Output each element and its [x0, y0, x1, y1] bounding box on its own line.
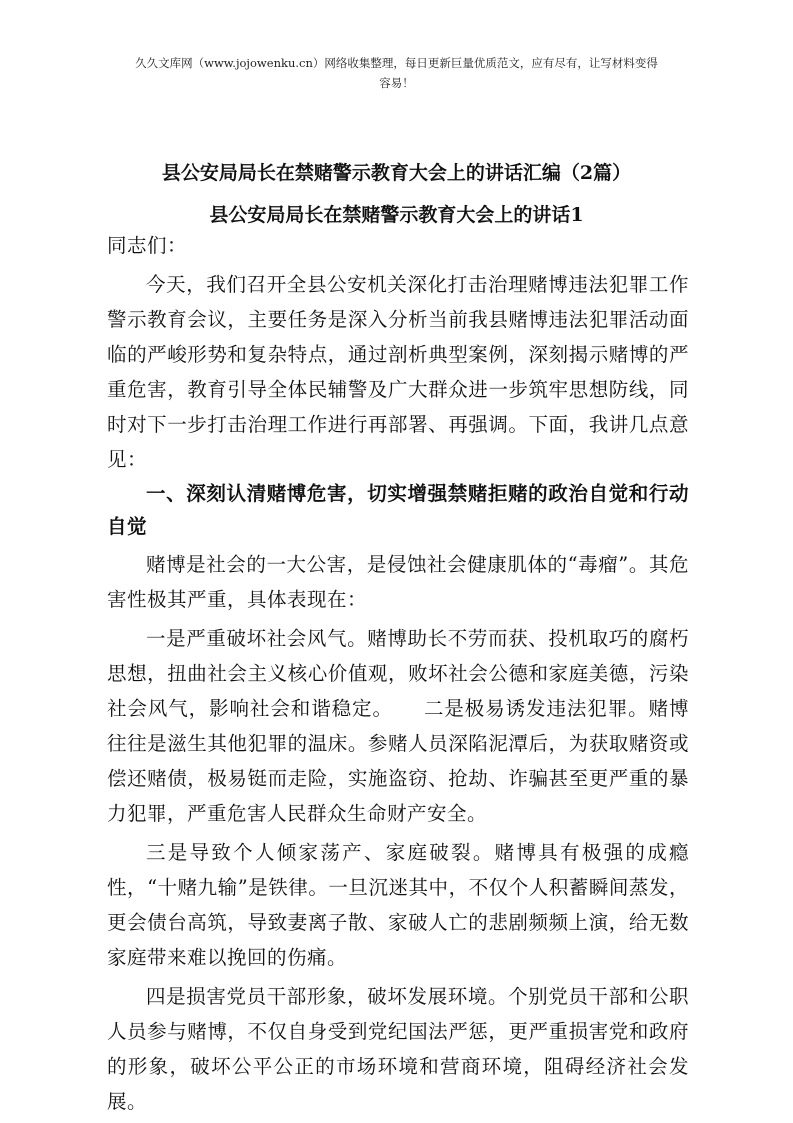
paragraph-intro: 今天，我们召开全县公安机关深化打击治理赌博违法犯罪工作警示教育会议，主要任务是深入分析当前我县赌博违法犯罪活动面临的严峻形势和复杂特点，通过剖析典型案例，深刻揭示赌博的严重危害，教育引导全体民辅警及广大群众进一步筑牢思想防线，同时对下一步打击治理工作进行再部署、再强调。下面，我讲几点意见： [107, 273, 689, 471]
paragraph: 赌博是社会的一大公害，是侵蚀社会健康肌体的“毒瘤”。其危害性极其严重，具体表现在： [107, 553, 689, 611]
paragraph: 一是严重破坏社会风气。赌博助长不劳而获、投机取巧的腐朽思想，扭曲社会主义核心价值观，败坏社会公德和家庭美德，污染社会风气，影响社会和谐稳定。 二是极易诱发违法犯罪。赌博往往是滋生其他犯罪的温床。参赌人员深陷泥潭后，为获取赌资或偿还赌债，极易铤而走险，实施盗窃、抢劫、诈骗甚至更严重的暴力犯罪，严重危害人民群众生命财产安全。 [107, 627, 689, 825]
paragraph: 三是导致个人倾家荡产、家庭破裂。赌博具有极强的成瘾性，“十赌九输”是铁律。一旦沉迷其中，不仅个人积蓄瞬间蒸发，更会债台高筑，导致妻离子散、家破人亡的悲剧频频上演，给无数家庭带来难以挽回的伤痛。 [107, 841, 689, 969]
header-line-2: 容易！ [379, 76, 414, 90]
document-subtitle: 县公安局局长在禁赌警示教育大会上的讲话1 [209, 204, 584, 226]
section-heading-1: 一、深刻认清赌博危害，切实增强禁赌拒赌的政治自觉和行动自觉 [107, 482, 689, 538]
paragraph: 四是损害党员干部形象，破坏发展环境。个别党员干部和公职人员参与赌博，不仅自身受到党纪国法严惩，更严重损害党和政府的形象，破坏公平公正的市场环境和营商环境，阻碍经济社会发展。 [107, 985, 689, 1113]
document-body [107, 228, 689, 1123]
salutation: 同志们： [107, 234, 188, 257]
header-line-1: 久久文库网（www.jojowenku.cn）网络收集整理，每日更新巨量优质范文，应有尽有，让写材料变得 [135, 56, 658, 70]
document-title: 县公安局局长在禁赌警示教育大会上的讲话汇编（2篇） [161, 162, 632, 184]
page-header [100, 53, 693, 93]
